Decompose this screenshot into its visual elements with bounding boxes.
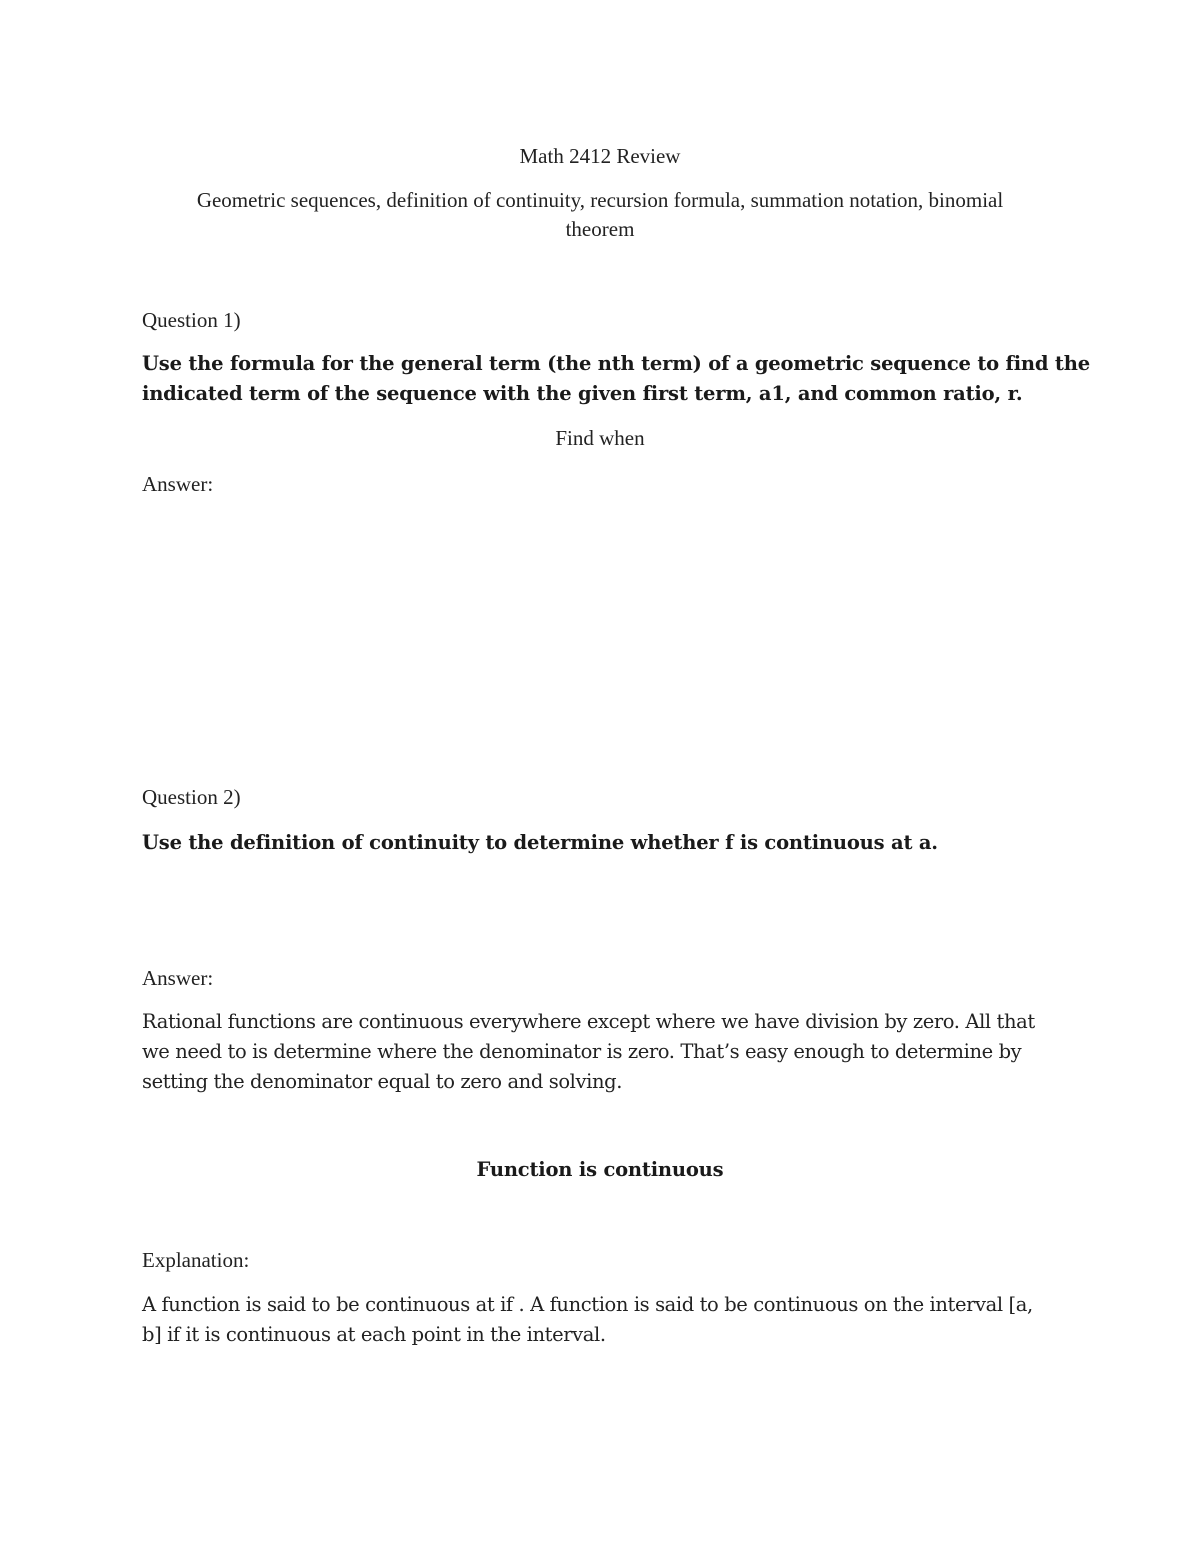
question-2-answer-line-3: setting the denominator equal to zero and solving. [142, 1070, 622, 1093]
question-2-answer-label: Answer: [142, 966, 214, 990]
explanation-line-1: A function is said to be continuous at if . A function is said to be continuous on the interval [a, [142, 1293, 1033, 1316]
document-title: Math 2412 Review [519, 144, 681, 168]
question-1-find-text: Find when [555, 426, 645, 450]
question-2-answer-line-1: Rational functions are continuous everywhere except where we have division by zero. All that [142, 1010, 1035, 1033]
question-2-conclusion: Function is continuous [476, 1158, 724, 1181]
explanation-label: Explanation: [142, 1248, 250, 1272]
document-subtitle-line-2: theorem [565, 217, 635, 241]
document-subtitle-line-1: Geometric sequences, definition of continuity, recursion formula, summation notation, binomial [196, 188, 1004, 212]
question-1-label: Question 1) [142, 308, 241, 332]
question-2-answer-line-2: we need to is determine where the denominator is zero. That’s easy enough to determine by [142, 1040, 1022, 1063]
question-2-prompt: Use the definition of continuity to determine whether f is continuous at a. [142, 831, 938, 854]
question-2-label: Question 2) [142, 785, 241, 809]
explanation-line-2: b] if it is continuous at each point in the interval. [142, 1323, 606, 1346]
question-1-answer-label: Answer: [142, 472, 214, 496]
question-1-prompt-line-1: Use the formula for the general term (the nth term) of a geometric sequence to find the [142, 352, 1090, 375]
question-1-prompt-line-2: indicated term of the sequence with the given first term, a1, and common ratio, r. [142, 382, 1023, 405]
